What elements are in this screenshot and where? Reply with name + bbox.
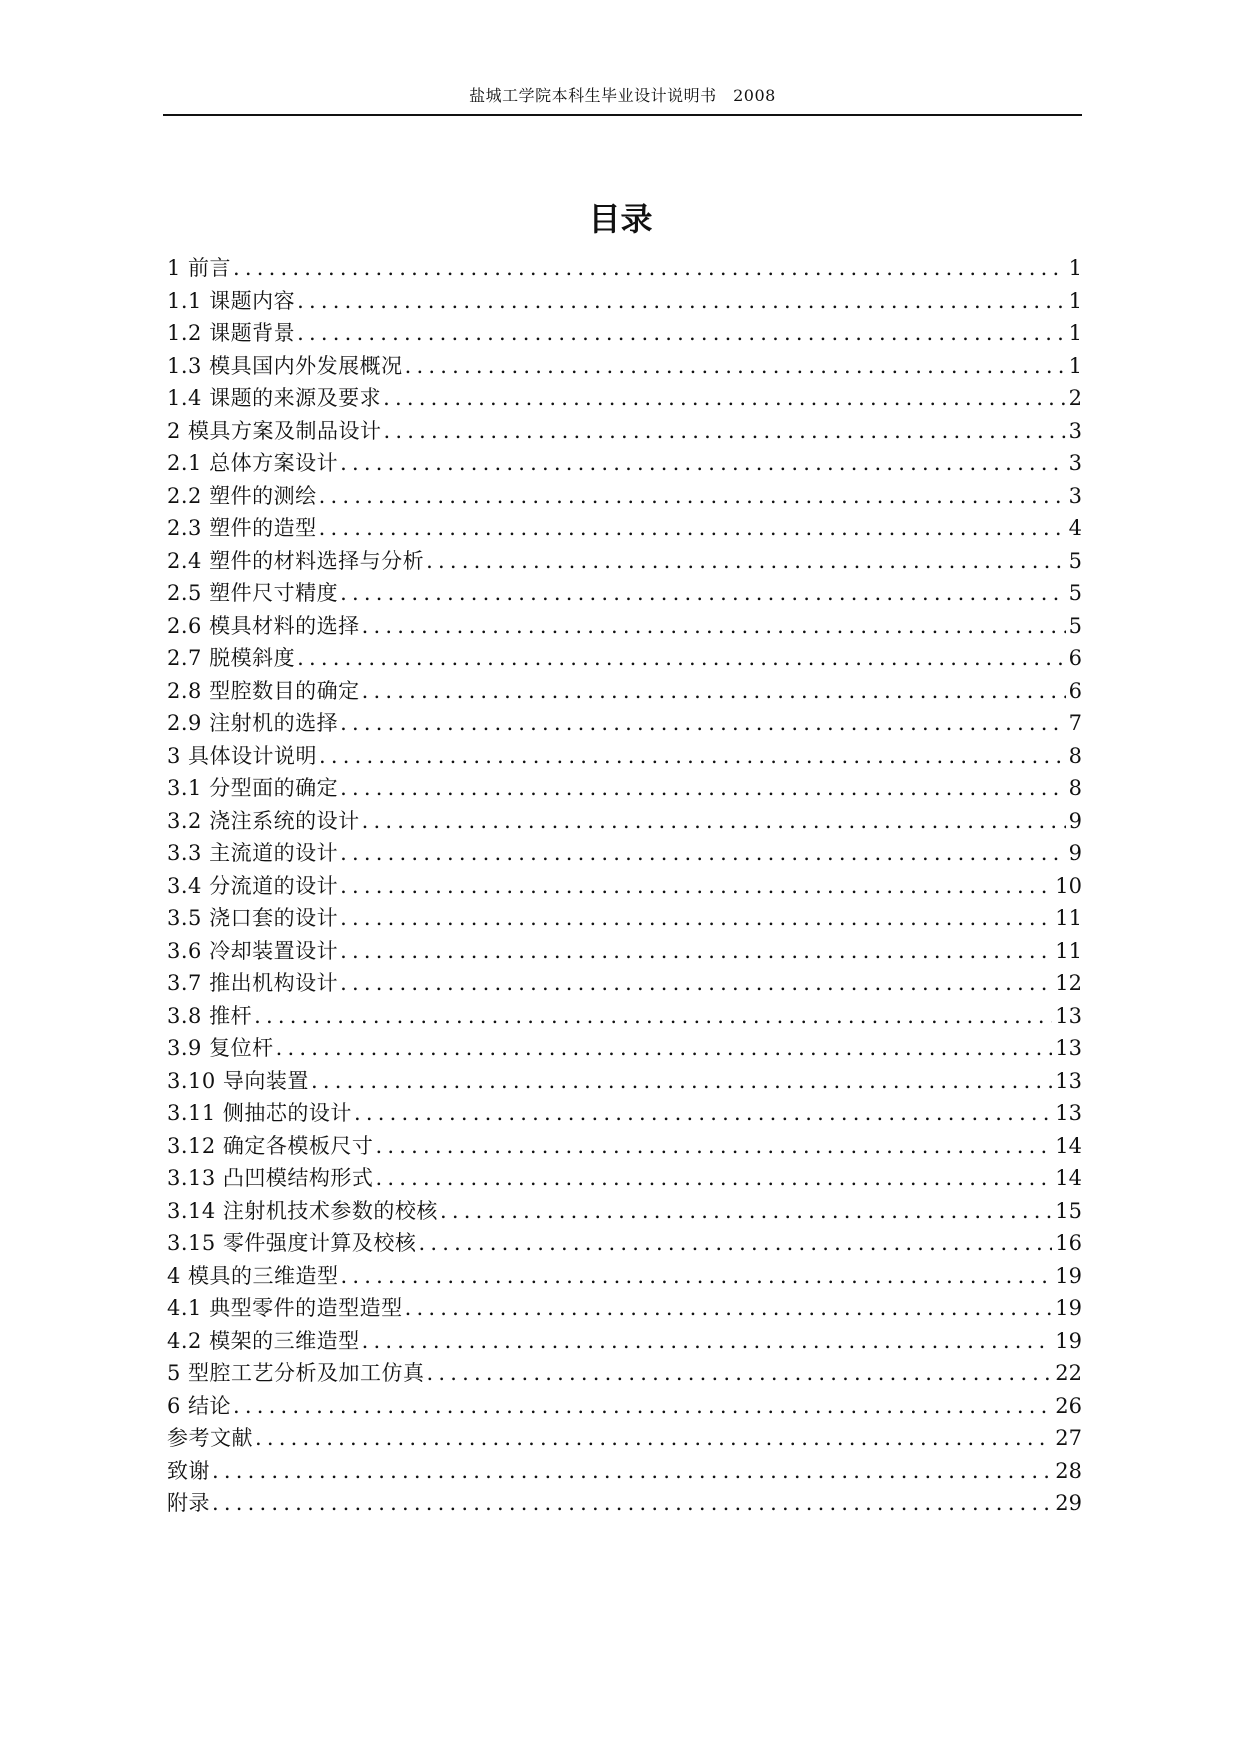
toc-dot-leader — [297, 285, 1066, 318]
toc-entry[interactable] — [167, 317, 1082, 350]
toc-dot-leader — [383, 382, 1066, 415]
toc-entry-label: 2.2 塑件的测绘 — [167, 483, 317, 508]
toc-entry[interactable] — [167, 252, 1082, 285]
toc-entry-page-number: 19 — [1055, 1263, 1082, 1288]
toc-entry[interactable] — [167, 610, 1082, 643]
toc-entry-page-number: 13 — [1055, 1101, 1082, 1125]
toc-entry-page-number: 7 — [1068, 711, 1082, 735]
toc-entry-page-number: 15 — [1055, 1198, 1082, 1223]
header-rule — [163, 114, 1082, 116]
toc-entry-page-number: 8 — [1068, 776, 1082, 800]
toc-entry-label: 3.10 导向装置 — [167, 1068, 309, 1093]
toc-entry-page-number: 12 — [1055, 971, 1082, 995]
toc-entry-label: 附录 — [167, 1491, 210, 1515]
toc-entry-label: 4.2 模架的三维造型 — [167, 1328, 360, 1353]
toc-dot-leader — [319, 740, 1066, 773]
toc-entry-page-number: 6 — [1068, 678, 1082, 703]
toc-dot-leader — [375, 1130, 1052, 1163]
toc-entry-page-number: 1 — [1068, 353, 1082, 378]
toc-entry[interactable] — [167, 480, 1082, 513]
toc-entry[interactable] — [167, 902, 1082, 935]
toc-entry[interactable] — [167, 967, 1082, 1000]
toc-entry[interactable] — [167, 1130, 1082, 1163]
toc-entry-page-number: 5 — [1068, 548, 1082, 573]
toc-entry-page-number: 14 — [1055, 1133, 1082, 1158]
toc-entry-label: 2.5 塑件尺寸精度 — [167, 581, 339, 605]
toc-dot-leader — [233, 1390, 1052, 1423]
toc-entry[interactable] — [167, 415, 1082, 448]
toc-entry-page-number: 29 — [1055, 1491, 1082, 1515]
toc-entry-page-number: 5 — [1068, 613, 1082, 638]
toc-entry-label: 2.8 型腔数目的确定 — [167, 678, 360, 703]
toc-dot-leader — [362, 675, 1066, 708]
toc-dot-leader — [297, 317, 1066, 350]
toc-entry[interactable] — [167, 1032, 1082, 1065]
toc-dot-leader — [212, 1487, 1052, 1520]
toc-entry-label: 1 前言 — [167, 256, 232, 280]
toc-dot-leader — [405, 1292, 1053, 1325]
toc-entry-page-number: 13 — [1055, 1003, 1082, 1028]
toc-entry-label: 3.2 浇注系统的设计 — [167, 808, 360, 833]
toc-dot-leader — [340, 870, 1052, 903]
toc-dot-leader — [319, 480, 1066, 513]
toc-dot-leader — [340, 967, 1052, 1000]
toc-dot-leader — [297, 642, 1066, 675]
toc-entry[interactable] — [167, 512, 1082, 545]
toc-entry[interactable] — [167, 382, 1082, 415]
toc-entry-label: 1.4 课题的来源及要求 — [167, 386, 382, 410]
toc-entry[interactable] — [167, 772, 1082, 805]
toc-entry-label: 3.4 分流道的设计 — [167, 873, 339, 898]
toc-entry[interactable] — [167, 1227, 1082, 1260]
toc-entry[interactable] — [167, 1162, 1082, 1195]
toc-entry-label: 3.7 推出机构设计 — [167, 971, 339, 995]
toc-entry-label: 1.2 课题背景 — [167, 321, 296, 345]
toc-entry-label: 参考文献 — [167, 1426, 253, 1450]
toc-dot-leader — [233, 252, 1066, 285]
toc-entry-label: 3 具体设计说明 — [167, 743, 318, 768]
toc-entry-page-number: 5 — [1068, 581, 1082, 605]
toc-dot-leader — [340, 837, 1066, 870]
toc-entry[interactable] — [167, 1000, 1082, 1033]
toc-entry-label: 1.3 模具国内外发展概况 — [167, 353, 403, 378]
toc-entry-label: 4 模具的三维造型 — [167, 1263, 339, 1288]
toc-entry[interactable] — [167, 1097, 1082, 1130]
toc-entry-page-number: 3 — [1068, 451, 1082, 475]
toc-dot-leader — [340, 447, 1066, 480]
toc-dot-leader — [319, 512, 1066, 545]
toc-entry-page-number: 27 — [1055, 1426, 1082, 1450]
toc-entry-page-number: 14 — [1055, 1166, 1082, 1190]
toc-entry-label: 1.1 课题内容 — [167, 288, 296, 313]
toc-entry[interactable] — [167, 577, 1082, 610]
toc-entry-page-number: 9 — [1068, 808, 1082, 833]
toc-dot-leader — [405, 350, 1066, 383]
toc-entry[interactable] — [167, 870, 1082, 903]
page-title: 目录 — [588, 200, 653, 239]
toc-entry-page-number: 10 — [1055, 873, 1082, 898]
toc-entry[interactable] — [167, 675, 1082, 708]
toc-dot-leader — [362, 1325, 1053, 1358]
toc-dot-leader — [340, 935, 1052, 968]
header-text: 盐城工学院本科生毕业设计说明书 2008 — [469, 86, 776, 105]
toc-entry-page-number: 11 — [1055, 906, 1082, 930]
toc-entry[interactable] — [167, 1260, 1082, 1293]
toc-dot-leader — [340, 577, 1066, 610]
toc-entry-page-number: 2 — [1068, 386, 1082, 410]
toc-dot-leader — [341, 1260, 1053, 1293]
toc-entry-label: 致谢 — [167, 1458, 210, 1483]
toc-entry-page-number: 9 — [1068, 841, 1082, 865]
toc-dot-leader — [354, 1097, 1052, 1130]
toc-entry-label: 2.6 模具材料的选择 — [167, 613, 360, 638]
toc-dot-leader — [311, 1065, 1052, 1098]
toc-dot-leader — [362, 610, 1066, 643]
toc-dot-leader — [427, 1357, 1053, 1390]
toc-entry[interactable] — [167, 1292, 1082, 1325]
toc-dot-leader — [418, 1227, 1052, 1260]
toc-entry[interactable] — [167, 350, 1082, 383]
toc-entry-page-number: 4 — [1068, 516, 1082, 540]
toc-entry[interactable] — [167, 707, 1082, 740]
toc-entry-label: 3.11 侧抽芯的设计 — [167, 1101, 352, 1125]
toc-entry-label: 3.1 分型面的确定 — [167, 776, 339, 800]
toc-dot-leader — [255, 1422, 1052, 1455]
toc-dot-leader — [340, 902, 1052, 935]
toc-entry-label: 4.1 典型零件的造型造型 — [167, 1296, 403, 1320]
toc-dot-leader — [440, 1195, 1052, 1228]
toc-entry[interactable] — [167, 740, 1082, 773]
toc-entry-label: 2.1 总体方案设计 — [167, 451, 339, 475]
toc-entry-page-number: 22 — [1055, 1361, 1082, 1385]
toc-entry[interactable] — [167, 805, 1082, 838]
table-of-contents — [167, 252, 1082, 1520]
toc-entry[interactable] — [167, 837, 1082, 870]
page-header — [163, 86, 1082, 106]
toc-entry-label: 2 模具方案及制品设计 — [167, 418, 382, 443]
toc-entry-page-number: 6 — [1068, 646, 1082, 670]
toc-entry[interactable] — [167, 642, 1082, 675]
toc-dot-leader — [254, 1000, 1052, 1033]
toc-entry-label: 3.8 推杆 — [167, 1003, 253, 1028]
toc-entry[interactable] — [167, 1390, 1082, 1423]
toc-entry[interactable] — [167, 935, 1082, 968]
toc-entry-page-number: 11 — [1055, 938, 1082, 963]
toc-entry-label: 6 结论 — [167, 1393, 232, 1418]
toc-entry-page-number: 19 — [1055, 1296, 1082, 1320]
toc-entry-label: 3.12 确定各模板尺寸 — [167, 1133, 374, 1158]
toc-entry-page-number: 13 — [1055, 1068, 1082, 1093]
toc-entry-page-number: 16 — [1055, 1231, 1082, 1255]
toc-dot-leader — [375, 1162, 1052, 1195]
toc-entry-label: 3.13 凸凹模结构形式 — [167, 1166, 374, 1190]
toc-entry[interactable] — [167, 1455, 1082, 1488]
toc-dot-leader — [384, 415, 1066, 448]
toc-entry-label: 3.6 冷却装置设计 — [167, 938, 339, 963]
toc-entry[interactable] — [167, 447, 1082, 480]
toc-dot-leader — [340, 707, 1066, 740]
toc-dot-leader — [362, 805, 1066, 838]
toc-entry[interactable] — [167, 545, 1082, 578]
toc-entry-label: 3.14 注射机技术参数的校核 — [167, 1198, 438, 1223]
toc-dot-leader — [212, 1455, 1052, 1488]
toc-entry-page-number: 28 — [1055, 1458, 1082, 1483]
toc-entry-page-number: 1 — [1068, 321, 1082, 345]
toc-entry-page-number: 13 — [1055, 1036, 1082, 1060]
toc-entry-label: 3.3 主流道的设计 — [167, 841, 339, 865]
toc-entry-page-number: 3 — [1068, 483, 1082, 508]
toc-entry-page-number: 1 — [1068, 256, 1082, 280]
toc-entry-page-number: 26 — [1055, 1393, 1082, 1418]
toc-entry[interactable] — [167, 1325, 1082, 1358]
toc-entry-page-number: 1 — [1068, 288, 1082, 313]
toc-entry[interactable] — [167, 1065, 1082, 1098]
toc-entry[interactable] — [167, 1357, 1082, 1390]
toc-entry-page-number: 19 — [1055, 1328, 1082, 1353]
toc-entry-label: 2.3 塑件的造型 — [167, 516, 317, 540]
toc-entry[interactable] — [167, 1487, 1082, 1520]
toc-dot-leader — [426, 545, 1066, 578]
toc-entry-label: 5 型腔工艺分析及加工仿真 — [167, 1361, 425, 1385]
toc-entry-page-number: 8 — [1068, 743, 1082, 768]
toc-entry[interactable] — [167, 285, 1082, 318]
toc-entry-page-number: 3 — [1068, 418, 1082, 443]
toc-dot-leader — [276, 1032, 1053, 1065]
toc-entry-label: 3.15 零件强度计算及校核 — [167, 1231, 417, 1255]
toc-entry[interactable] — [167, 1195, 1082, 1228]
toc-entry-label: 2.9 注射机的选择 — [167, 711, 339, 735]
toc-entry-label: 3.9 复位杆 — [167, 1036, 274, 1060]
toc-entry[interactable] — [167, 1422, 1082, 1455]
toc-dot-leader — [340, 772, 1066, 805]
toc-entry-label: 2.7 脱模斜度 — [167, 646, 296, 670]
toc-entry-label: 2.4 塑件的材料选择与分析 — [167, 548, 425, 573]
toc-entry-label: 3.5 浇口套的设计 — [167, 906, 339, 930]
